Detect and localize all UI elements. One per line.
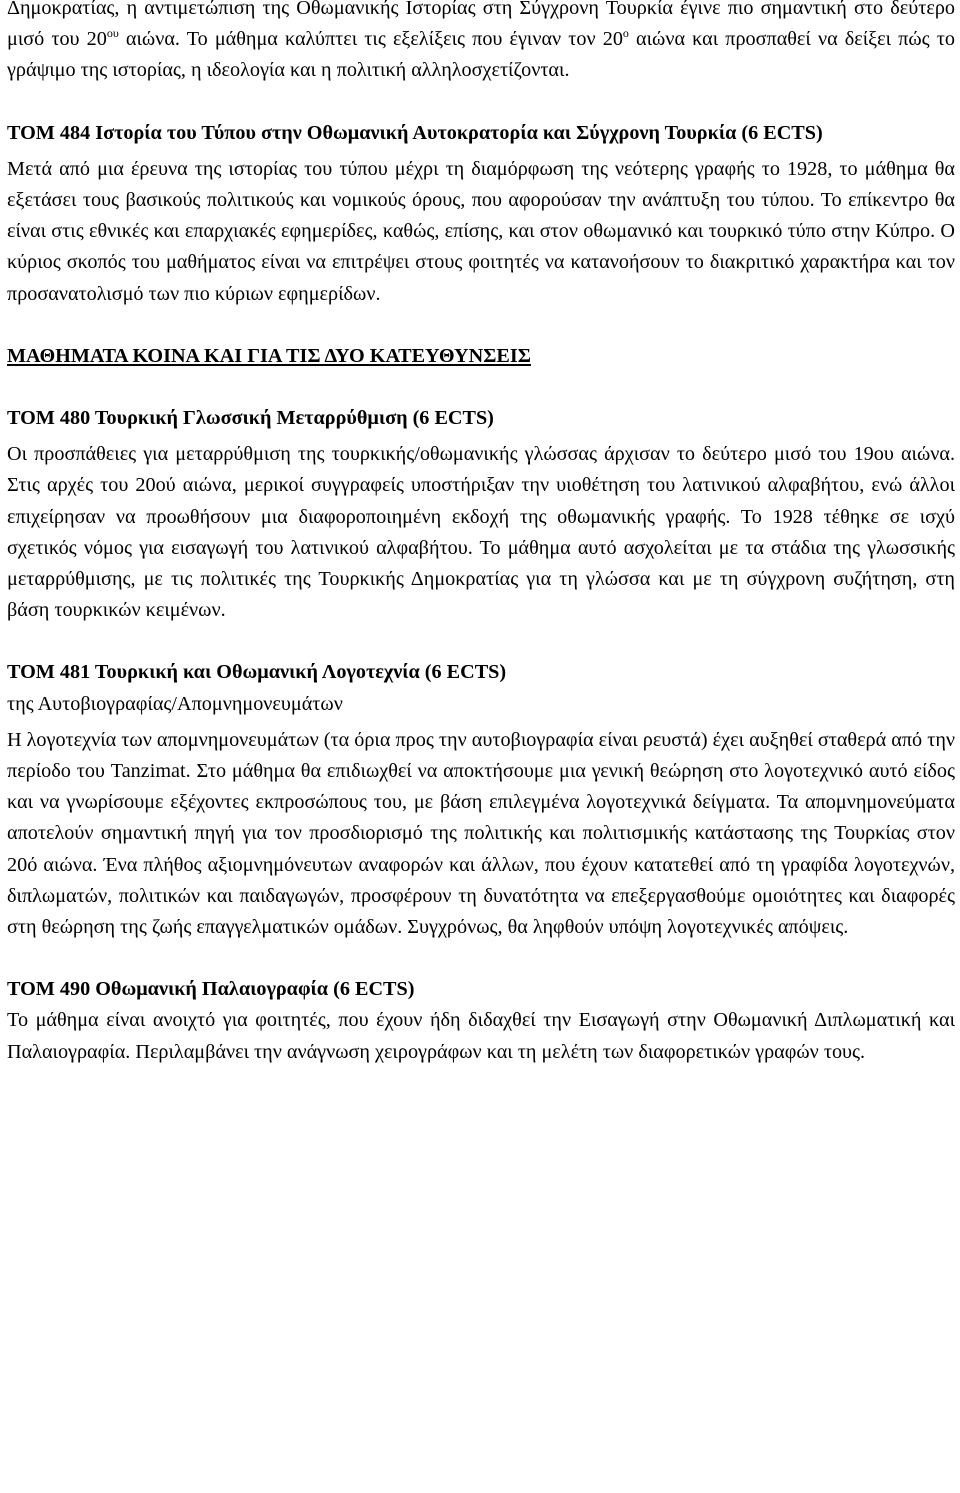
intro-paragraph <box>7 0 955 87</box>
course-subtitle-tom481: της Αυτοβιογραφίας/Απομνημονευμάτων <box>7 692 343 715</box>
course-title-tom480: ΤΟΜ 480 Τουρκική Γλωσσική Μεταρρύθμιση (6 ECTS) <box>7 407 494 430</box>
document-page <box>7 0 955 1068</box>
course-description-tom490: Το μάθημα είναι ανοιχτό για φοιτητές, που έχουν ήδη διδαχθεί την Εισαγωγή στην Οθωμανική Διπλωματική και Παλαιογραφία. Περιλαμβάνει την ανάγνωση χειρογράφων και τη μελέτη των διαφορετικών γραφών τους. <box>7 1009 955 1063</box>
superscript-o: ο <box>622 26 629 41</box>
course-title-tom481: ΤΟΜ 481 Τουρκική και Οθωμανική Λογοτεχνία (6 ECTS) <box>7 661 507 684</box>
course-description-tom481: Η λογοτεχνία των απομνημονευμάτων (τα όρια προς την αυτοβιογραφία είναι ρευστά) έχει αυξηθεί σταθερά από την περίοδο του Tanzimat. Στο μάθημα θα επιδιωχθεί να αποκτήσουμε μια γενική θεώρηση στο λογοτεχνικό αυτό είδος και να γνωρίσουμε εξέχοντες εκπροσώπους του, με βάση επιλεγμένα λογοτεχνικά δείγματα. Τα απομνημονεύματα αποτελούν σημαντική πηγή για τον προσδιορισμό της πολιτικής και πολιτισμικής κατάστασης της Τουρκίας στον 20ό αιώνα. Ένα πλήθος αξιομνημόνευτων αναφορών και άλλων, που έχουν κατατεθεί από τη γραφίδα λογοτεχνών, διπλωματών, πολιτικών και παιδαγωγών, προσφέρουν τη δυνατότητα να επεξεργασθούμε ομοιότητες και διαφορές στη θεώρηση της ζωής επαγγελματικών ομάδων. Συγχρόνως, θα ληφθούν υπόψη λογοτεχνικές απόψεις. <box>7 728 955 939</box>
superscript-ou: ου <box>106 26 119 41</box>
course-description-tom480: Οι προσπάθειες για μεταρρύθμιση της τουρκικής/οθωμανικής γλώσσας άρχισαν το δεύτερο μισό του 19ου αιώνα. Στις αρχές του 20ού αιώνα, μερικοί συγγραφείς υποστήριξαν την υιοθέτηση του λατινικού αλφαβήτου, ενώ άλλοι επιχείρησαν να προωθήσουν μια διαφοροποιημένη εκδοχή της οθωμανικής γραφής. Το 1928 τέθηκε σε ισχύ σχετικός νόμος για εισαγωγή του λατινικού αλφαβήτου. Το μάθημα αυτό ασχολείται με τα στάδια της γλωσσικής μεταρρύθμισης, με τις πολιτικές της Τουρκικής Δημοκρατίας για τη γλώσσα και με τη σύγχρονη συζήτηση, στη βάση τουρκικών κειμένων. <box>7 443 955 622</box>
intro-line-2a: πιο σημαντική στο δεύτερο μισό του 20 <box>7 0 955 51</box>
course-title-tom484: ΤΟΜ 484 Ιστορία του Τύπου στην Οθωμανική Αυτοκρατορία και Σύγχρονη Τουρκία (6 ECTS) <box>7 121 823 144</box>
intro-line-2b: αιώνα. Το μάθημα καλύπτει τις εξελίξεις <box>118 28 466 51</box>
course-description-tom484: Μετά από μια έρευνα της ιστορίας του τύπου μέχρι τη διαμόρφωση της νεότερης γραφής το 1928, το μάθημα θα εξετάσει τους βασικούς πολιτικούς και νομικούς όρους, που αφορούσαν την ανάπτυξη του τύπου. Το επίκεντρο θα είναι στις εθνικές και επαρχιακές εφημερίδες, καθώς, επίσης, και στον οθωμανικό και τουρκικό τύπο στην Κύπρο. Ο κύριος σκοπός του μαθήματος είναι να επιτρέψει στους φοιτητές να κατανοήσουν το διακριτικό χαρακτήρα και τον προσανατολισμό των πιο κύριων εφημερίδων. <box>7 157 955 305</box>
intro-line-3b: αιώνα και προσπαθεί να δείξει πώς το γράψιμο της ιστορίας, η <box>7 28 955 82</box>
intro-line-1: Δημοκρατίας, η αντιμετώπιση της Οθωμανικής Ιστορίας στη Σύγχρονη Τουρκία έγινε <box>7 0 721 19</box>
intro-line-4: ιδεολογία και η πολιτική αλληλοσχετίζονται. <box>206 59 570 82</box>
intro-line-3a: που έγιναν τον 20 <box>472 28 623 51</box>
course-title-tom490: ΤΟΜ 490 Οθωμανική Παλαιογραφία (6 ECTS) <box>7 978 415 1001</box>
section-heading: ΜΑΘΗΜΑΤΑ ΚΟΙΝΑ ΚΑΙ ΓΙΑ ΤΙΣ ΔΥΟ ΚΑΤΕΥΘΥΝΣΕΙΣ <box>7 344 531 367</box>
